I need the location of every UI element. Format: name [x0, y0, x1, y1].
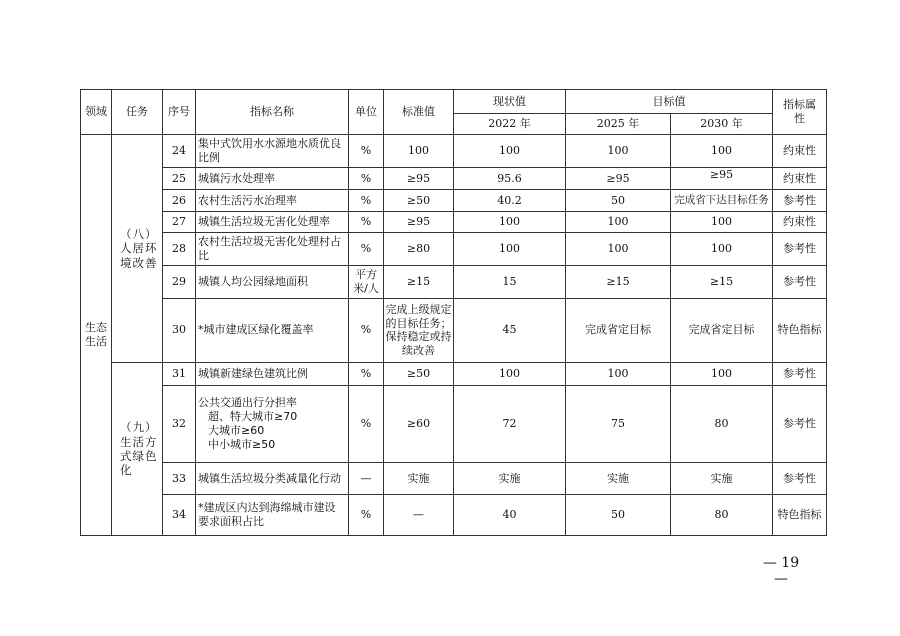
row-2022: 100 [454, 233, 566, 266]
row-no: 29 [163, 265, 196, 298]
row-2030: ≥15 [671, 265, 773, 298]
header-standard: 标准值 [384, 90, 454, 135]
table-row [81, 385, 827, 463]
row-attr: 参考性 [773, 385, 827, 463]
task-9-cell: （九）生活方式绿色化 [112, 363, 163, 536]
row-no: 24 [163, 135, 196, 168]
row-name: 农村生活垃圾无害化处理村占比 [196, 233, 349, 266]
row-attr: 约束性 [773, 167, 827, 190]
header-attr: 指标属性 [773, 90, 827, 135]
row-no: 27 [163, 211, 196, 232]
row-std: ≥15 [384, 265, 454, 298]
row-unit: % [349, 363, 384, 386]
row-attr: 参考性 [773, 463, 827, 495]
row-std: ≥50 [384, 363, 454, 386]
row-2030: 完成省下达目标任务 [671, 190, 773, 211]
table-row [81, 298, 827, 362]
row-2022: 100 [454, 135, 566, 168]
sub-line: 大城市≥60 [208, 423, 265, 437]
row-name: *城市建成区绿化覆盖率 [196, 298, 349, 362]
indicator-table [80, 89, 827, 536]
row-2025: 100 [566, 135, 671, 168]
row-2030: 100 [671, 211, 773, 232]
domain-cell: 生态生活 [81, 135, 112, 536]
table-row [81, 211, 827, 232]
row-2025: 实施 [566, 463, 671, 495]
row-attr: 参考性 [773, 190, 827, 211]
row-name: 城镇新建绿色建筑比例 [196, 363, 349, 386]
row-name: 集中式饮用水水源地水质优良比例 [196, 135, 349, 168]
row-2022: 40 [454, 495, 566, 536]
row-2030: ≥95 [671, 167, 773, 190]
row-2030: 100 [671, 233, 773, 266]
row-2025: 75 [566, 385, 671, 463]
row-2030: 100 [671, 363, 773, 386]
row-2022: 100 [454, 211, 566, 232]
row-unit: % [349, 190, 384, 211]
row-no: 31 [163, 363, 196, 386]
table-row [81, 190, 827, 211]
row-attr: 特色指标 [773, 495, 827, 536]
header-2025: 2025 年 [566, 114, 671, 135]
row-name-multiline [196, 385, 349, 463]
header-target: 目标值 [566, 90, 773, 114]
sub-line: 中小城市≥50 [208, 437, 276, 451]
row-no: 33 [163, 463, 196, 495]
table-row [81, 363, 827, 386]
table-row [81, 495, 827, 536]
header-domain: 领域 [81, 90, 112, 135]
row-std: ≥95 [384, 167, 454, 190]
row-name: *建成区内达到海绵城市建设要求面积占比 [196, 495, 349, 536]
row-2022: 40.2 [454, 190, 566, 211]
row-attr: 约束性 [773, 211, 827, 232]
header-unit: 单位 [349, 90, 384, 135]
row-attr: 特色指标 [773, 298, 827, 362]
header-task: 任务 [112, 90, 163, 135]
row-name: 城镇生活垃圾分类减量化行动 [196, 463, 349, 495]
task-8-cell: （八）人居环境改善 [112, 135, 163, 363]
row-name: 公共交通出行分担率 [198, 396, 297, 410]
row-2022: 100 [454, 363, 566, 386]
row-unit: % [349, 233, 384, 266]
row-2025: 完成省定目标 [566, 298, 671, 362]
row-no: 32 [163, 385, 196, 463]
row-std: ≥80 [384, 233, 454, 266]
row-2030: 80 [671, 495, 773, 536]
header-2022: 2022 年 [454, 114, 566, 135]
sub-line: 超、特大城市≥70 [208, 410, 298, 424]
row-attr: 参考性 [773, 265, 827, 298]
row-unit: % [349, 495, 384, 536]
row-2022: 72 [454, 385, 566, 463]
page-number: — 19 — [762, 555, 800, 587]
row-std: ≥95 [384, 211, 454, 232]
row-2025: 100 [566, 233, 671, 266]
row-2030: 完成省定目标 [671, 298, 773, 362]
row-2025: 100 [566, 363, 671, 386]
row-no: 28 [163, 233, 196, 266]
row-std: ≥60 [384, 385, 454, 463]
row-no: 25 [163, 167, 196, 190]
row-2030: 实施 [671, 463, 773, 495]
row-2025: 100 [566, 211, 671, 232]
row-2022: 15 [454, 265, 566, 298]
table-row [81, 463, 827, 495]
row-attr: 参考性 [773, 363, 827, 386]
row-std: — [384, 495, 454, 536]
row-no: 34 [163, 495, 196, 536]
row-unit: 平方米/人 [349, 265, 384, 298]
row-unit: % [349, 135, 384, 168]
row-name: 城镇人均公园绿地面积 [196, 265, 349, 298]
row-std: 完成上级规定的目标任务；保持稳定或持续改善 [384, 298, 454, 362]
table-row [81, 265, 827, 298]
table-row [81, 167, 827, 190]
row-name: 农村生活污水治理率 [196, 190, 349, 211]
row-no: 30 [163, 298, 196, 362]
row-2025: ≥15 [566, 265, 671, 298]
row-unit: — [349, 463, 384, 495]
row-attr: 约束性 [773, 135, 827, 168]
row-std: 实施 [384, 463, 454, 495]
row-unit: % [349, 211, 384, 232]
row-2025: 50 [566, 495, 671, 536]
row-2025: ≥95 [566, 167, 671, 190]
row-2030: 100 [671, 135, 773, 168]
table-row [81, 135, 827, 168]
row-unit: % [349, 167, 384, 190]
row-2025: 50 [566, 190, 671, 211]
row-std: ≥50 [384, 190, 454, 211]
row-std: 100 [384, 135, 454, 168]
header-current: 现状值 [454, 90, 566, 114]
table-row [81, 233, 827, 266]
row-2030: 80 [671, 385, 773, 463]
row-unit: % [349, 298, 384, 362]
row-name: 城镇生活垃圾无害化处理率 [196, 211, 349, 232]
row-unit: % [349, 385, 384, 463]
row-2022: 45 [454, 298, 566, 362]
row-2022: 实施 [454, 463, 566, 495]
row-2022: 95.6 [454, 167, 566, 190]
row-attr: 参考性 [773, 233, 827, 266]
header-2030: 2030 年 [671, 114, 773, 135]
header-seq: 序号 [163, 90, 196, 135]
header-indicator: 指标名称 [196, 90, 349, 135]
row-name: 城镇污水处理率 [196, 167, 349, 190]
row-no: 26 [163, 190, 196, 211]
